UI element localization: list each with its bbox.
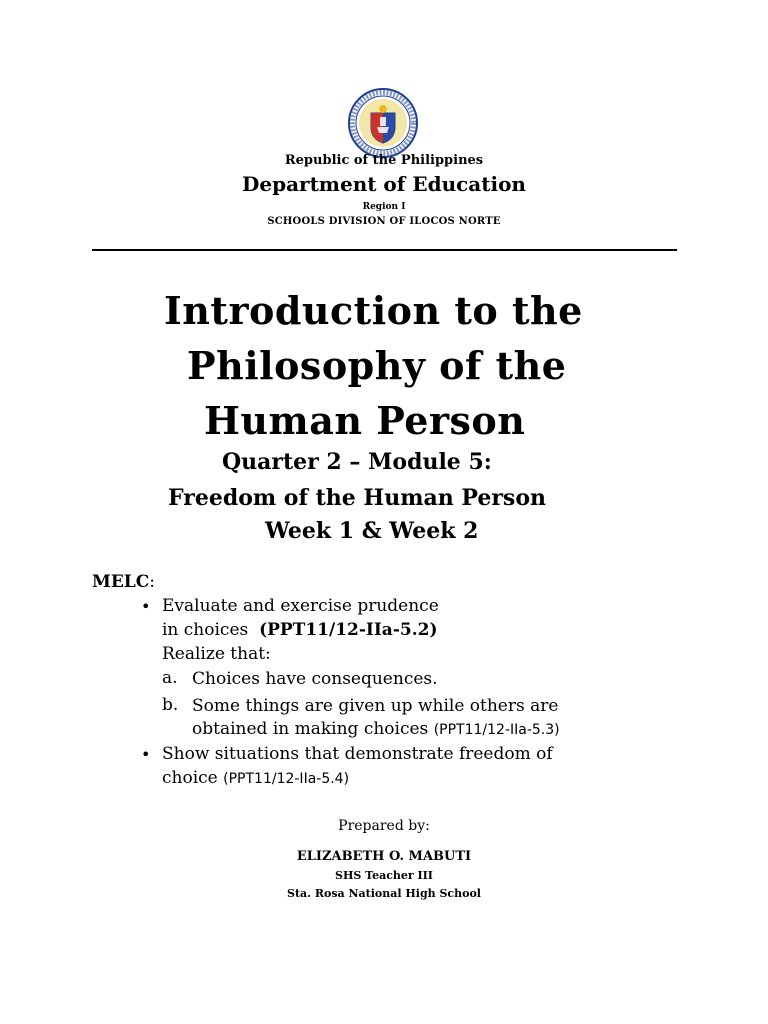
melc-sub-b-line-1: Some things are given up while others are bbox=[192, 696, 559, 716]
melc-item-1-text: in choices bbox=[162, 620, 249, 640]
melc-sub-b-code: (PPT11/12-IIa-5.3) bbox=[433, 722, 560, 738]
melc-sub-b-text: obtained in making choices bbox=[192, 719, 429, 739]
header-divider bbox=[92, 249, 677, 251]
module-weeks: Week 1 & Week 2 bbox=[265, 518, 479, 544]
melc-item-2-line-1: Show situations that demonstrate freedom of bbox=[162, 744, 553, 764]
melc-label bbox=[92, 574, 155, 591]
melc-sub-a-text: Choices have consequences. bbox=[192, 669, 438, 689]
document-title-line-3: Human Person bbox=[204, 398, 526, 443]
division-heading: SCHOOLS DIVISION OF ILOCOS NORTE bbox=[267, 216, 501, 227]
melc-item-2-line-2 bbox=[162, 770, 349, 787]
bullet-icon: • bbox=[141, 745, 151, 764]
module-topic: Freedom of the Human Person bbox=[168, 485, 546, 511]
melc-realize: Realize that: bbox=[162, 644, 271, 664]
document-title-line-2: Philosophy of the bbox=[187, 343, 567, 388]
melc-item-2-text: choice bbox=[162, 768, 218, 788]
melc-sub-b-marker: b. bbox=[162, 695, 179, 715]
author-school: Sta. Rosa National High School bbox=[287, 887, 481, 900]
melc-item-1-line-1: Evaluate and exercise prudence bbox=[162, 596, 439, 616]
region-heading: Region I bbox=[362, 202, 406, 212]
melc-label-text: MELC bbox=[92, 572, 150, 592]
melc-sub-b-line-2 bbox=[192, 721, 560, 738]
author-name: ELIZABETH O. MABUTI bbox=[296, 849, 472, 864]
melc-item-2-code: (PPT11/12-IIa-5.4) bbox=[223, 771, 350, 787]
melc-item-1-code: (PPT11/12-IIa-5.2) bbox=[259, 620, 438, 640]
melc-sub-a-marker: a. bbox=[162, 668, 178, 688]
republic-heading: Republic of the Philippines bbox=[284, 153, 484, 168]
melc-item-1-line-2 bbox=[162, 622, 438, 639]
deped-seal-logo bbox=[347, 87, 419, 159]
melc-colon: : bbox=[149, 572, 155, 592]
author-position: SHS Teacher III bbox=[335, 869, 433, 882]
document-title-line-1: Introduction to the bbox=[164, 288, 583, 333]
prepared-by-label: Prepared by: bbox=[338, 818, 430, 834]
bullet-icon: • bbox=[141, 597, 151, 616]
quarter-module: Quarter 2 – Module 5: bbox=[222, 449, 492, 475]
department-heading: Department of Education bbox=[242, 172, 526, 196]
